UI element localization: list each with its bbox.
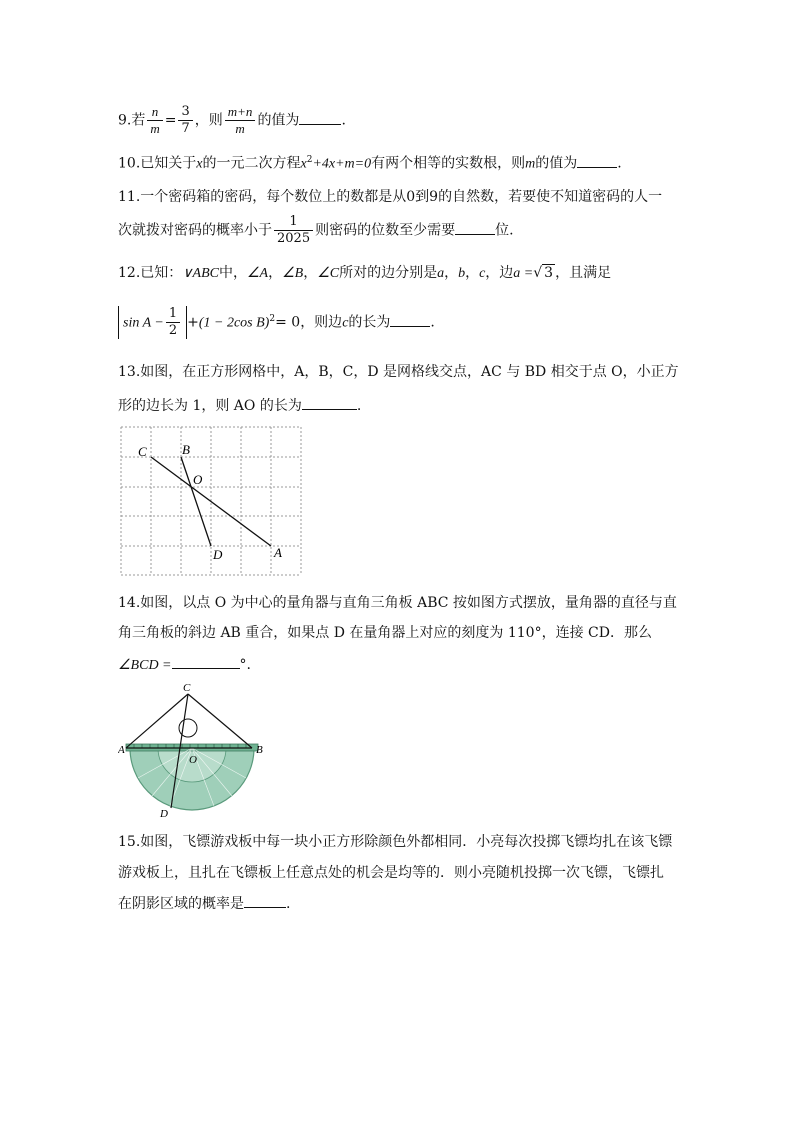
segment-bd (181, 457, 211, 546)
label-c: C (138, 444, 147, 459)
question-12-line-2: sin A − $\frac{1}{2}$ +(1 − 2cos B)$^2$= 0，则边c的长为 . (118, 306, 435, 339)
fraction-1-over-2025: $\frac{1}{2025}$ (274, 214, 313, 247)
question-11-line-2: 次就拨对密码的概率小于 $\frac{1}{2025}$ 则密码的位数至少需要 位. (118, 214, 514, 246)
grid-figure (118, 424, 304, 578)
absolute-value: sin A − $\frac{1}{2}$ (118, 306, 187, 339)
answer-blank[interactable] (299, 110, 341, 125)
question-10: 10.已知关于x的一元二次方程$x^2+4x+m=0$有两个相等的实数根，则m的值为 . (118, 150, 622, 175)
answer-blank[interactable] (390, 312, 430, 327)
question-15-line-1: 15.如图，飞镖游戏板中每一块小正方形除颜色外都相同．小亮每次投掷飞镖均扎在该飞镖 (118, 834, 673, 850)
sqrt-3: √ 3 (533, 265, 554, 281)
label-d: D (213, 547, 223, 562)
label-b: B (182, 442, 190, 457)
question-11-line-1: 11.一个密码箱的密码，每个数位上的数都是从0到9的自然数，若要使不知道密码的人一 (118, 189, 663, 205)
label-a: A (118, 744, 125, 756)
answer-blank[interactable] (244, 893, 286, 908)
answer-blank[interactable] (577, 153, 617, 168)
label-o: O (193, 472, 203, 487)
fraction-n-over-m: $\frac{n}{m}$ (147, 104, 162, 137)
question-13-line-1: 13.如图，在正方形网格中，A，B，C，D 是网格线交点，AC 与 BD 相交于点 O，小正方 (118, 364, 679, 380)
question-13-line-2: 形的边长为 1，则 AO 的长为 . (118, 395, 361, 416)
answer-blank[interactable] (172, 654, 240, 669)
triangle-side-cb (188, 694, 252, 748)
fraction-3-over-7: $\frac{3}{7}$ (178, 104, 192, 137)
label-d: D (160, 808, 168, 820)
question-14-line-1: 14.如图，以点 O 为中心的量角器与直角三角板 ABC 按如图方式摆放，量角器的直径与直 (118, 595, 677, 611)
fraction-m-plus-n-over-m: $\frac{m+n}{m}$ (225, 104, 256, 137)
protractor-figure (118, 680, 266, 820)
label-o: O (189, 754, 197, 766)
label-c: C (183, 682, 191, 694)
question-15-line-2: 游戏板上，且扎在飞镖板上任意点处的机会是均等的．则小亮随机投掷一次飞镖，飞镖扎 (118, 865, 664, 881)
question-15-line-3: 在阴影区域的概率是 . (118, 893, 290, 914)
question-14-line-2: 角三角板的斜边 AB 重合，如果点 D 在量角器上对应的刻度为 110°，连接 CD．那么 (118, 625, 652, 641)
triangle-side-ca (126, 694, 188, 748)
question-14-line-3: ∠BCD = °. (118, 654, 251, 676)
answer-blank[interactable] (302, 395, 357, 410)
question-12-line-1: 12.已知：∨ABC中，∠A，∠B，∠C所对的边分别是a，b，c，边a =√ 3 ，且满足 (118, 265, 612, 281)
label-a: A (274, 545, 282, 560)
question-9: 9.若 $\frac{n}{m}$ = $\frac{3}{7}$ ，则 $\frac{m+n}{m}$ 的值为 . (118, 104, 346, 136)
answer-blank[interactable] (455, 220, 495, 235)
label-b: B (256, 744, 263, 756)
